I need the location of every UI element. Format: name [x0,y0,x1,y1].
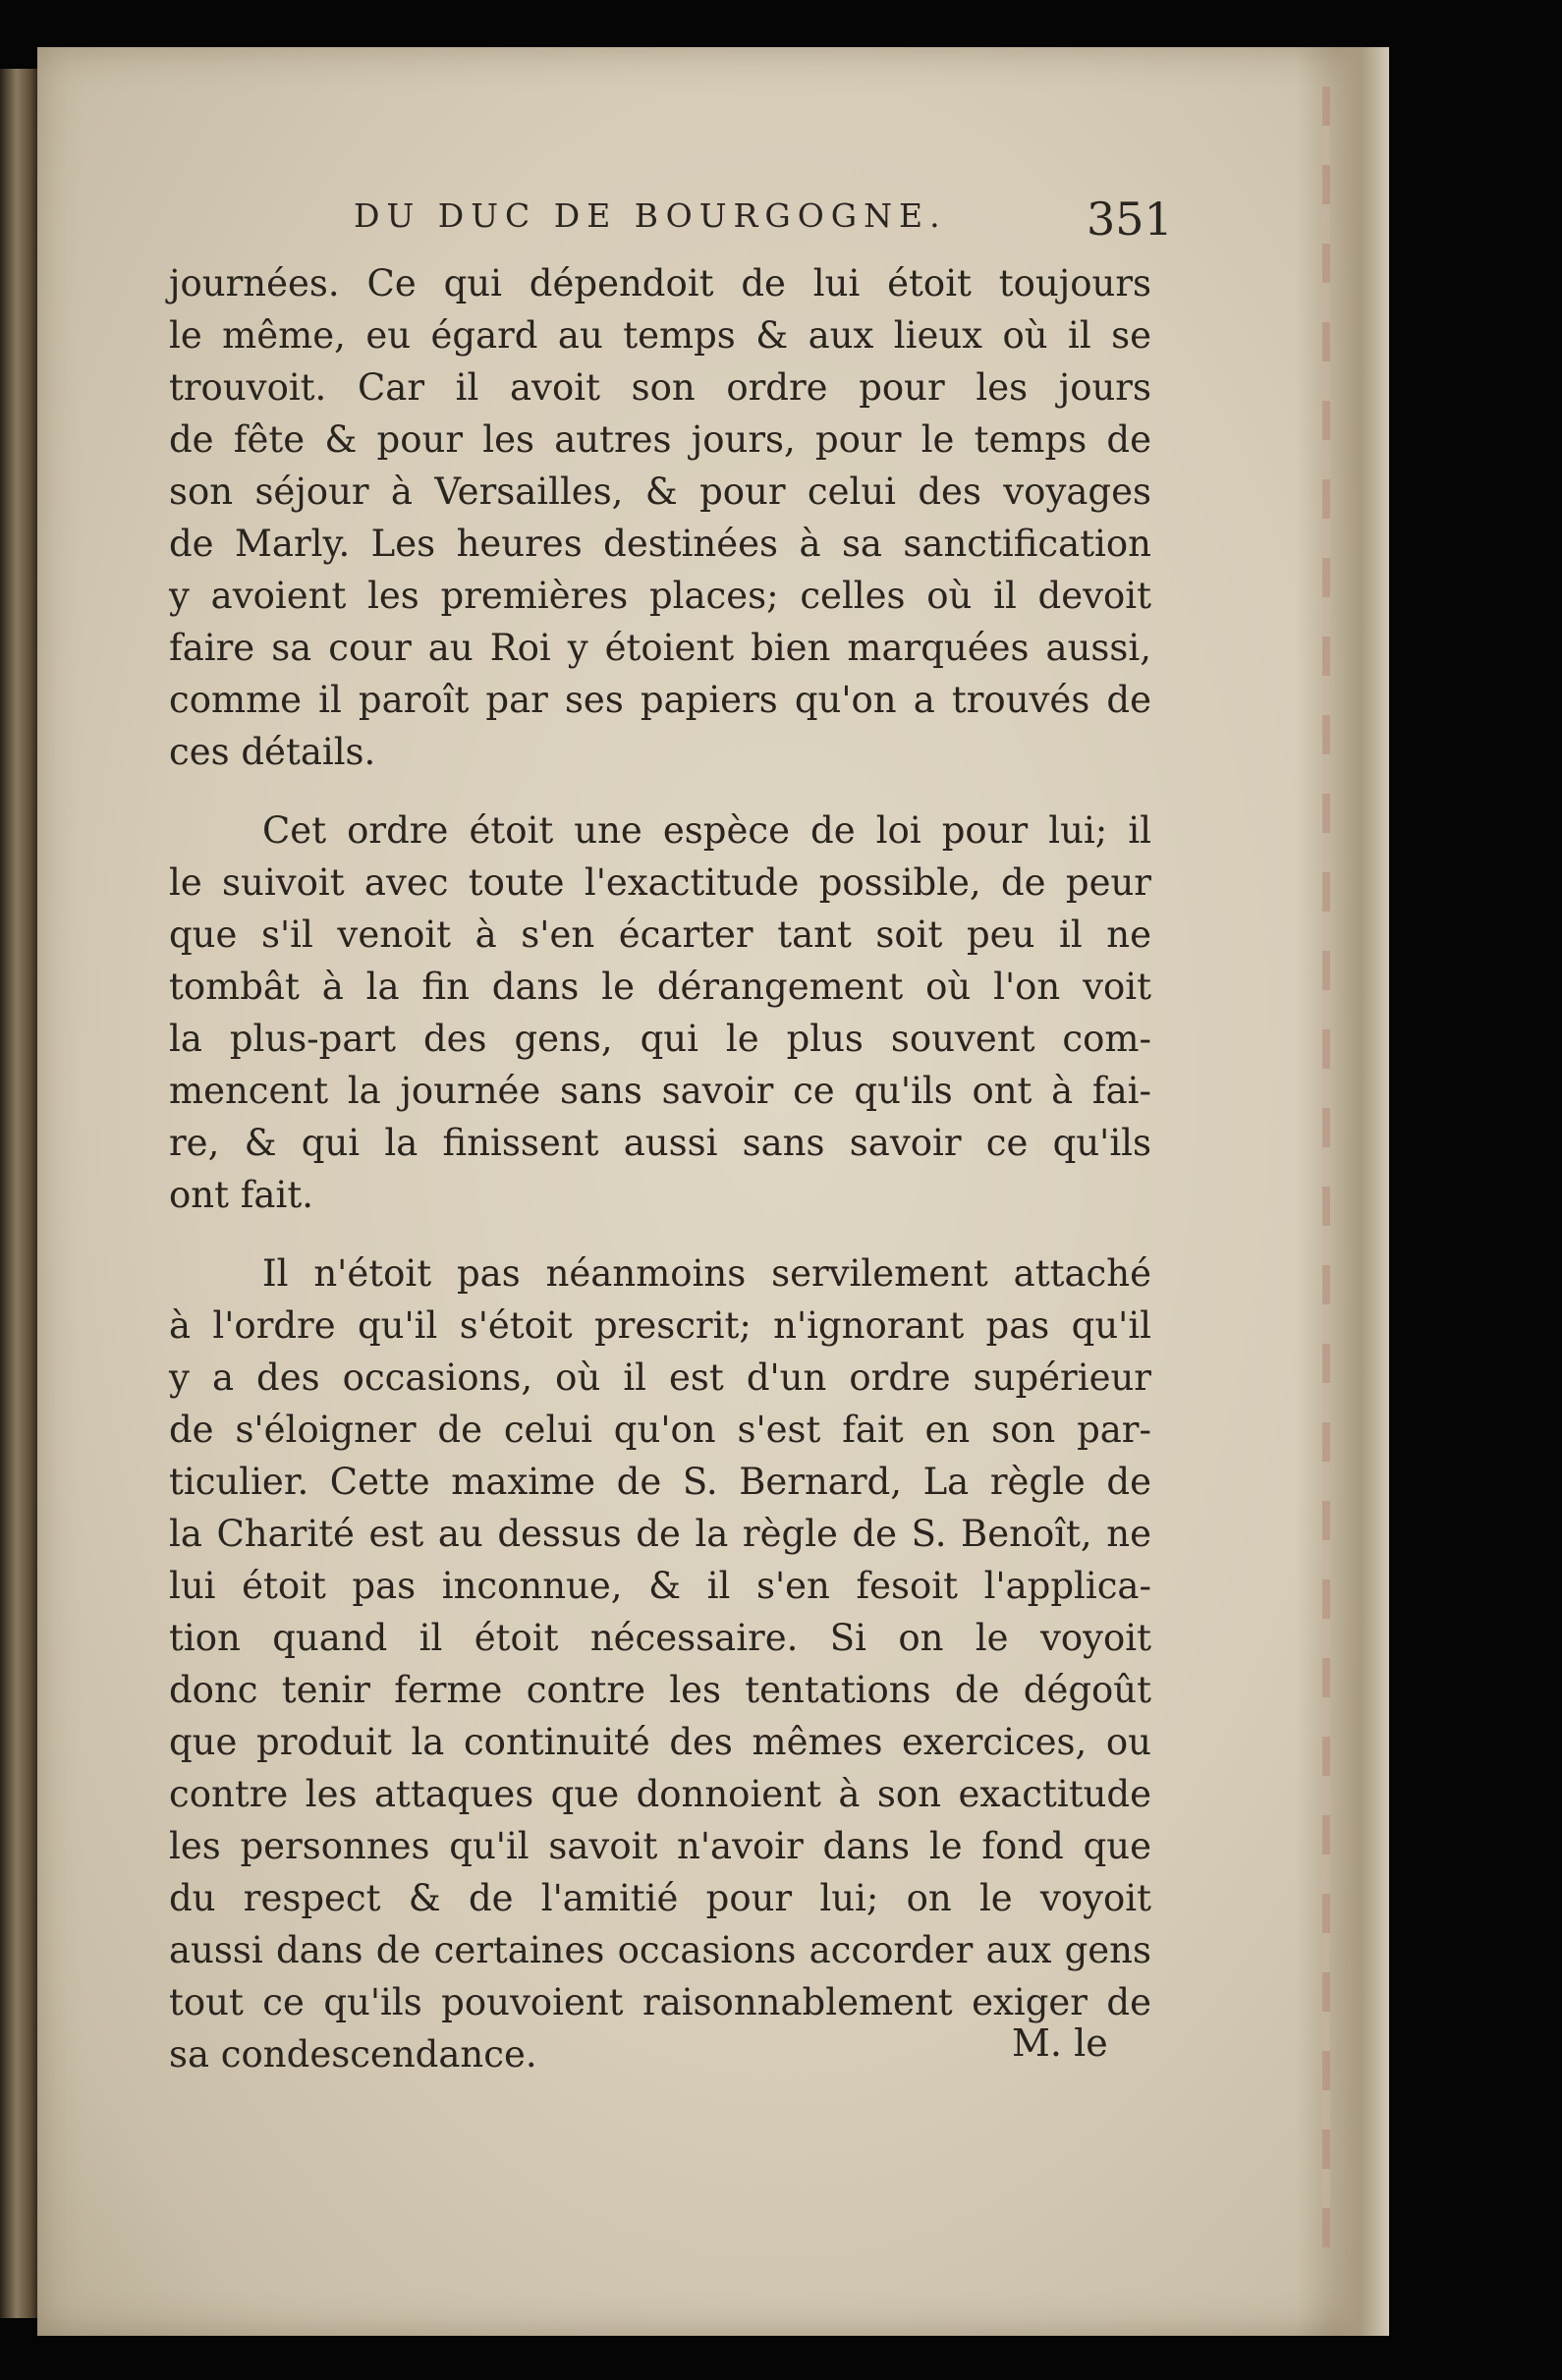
text-line: sa condescendance. [169,2033,537,2076]
paragraph [169,804,1151,1221]
text-line: les personnes qu'il savoit n'avoir dans le fond que [169,1825,1151,1867]
text-line: tout ce qu'ils pouvoient raisonnablement exiger de [169,1981,1151,2023]
text-line: mencent la journée sans savoir ce qu'ils ont à fai- [169,1070,1151,1112]
text-line: ces détails. [169,731,376,773]
text-line: y a des occasions, où il est d'un ordre supérieur [169,1356,1151,1399]
text-line: de Marly. Les heures destinées à sa sanctification [169,523,1151,565]
text-line: tion quand il étoit nécessaire. Si on le voyoit [169,1617,1151,1659]
text-line: aussi dans de certaines occasions accorder aux gens [169,1929,1151,1971]
text-line: que s'il venoit à s'en écarter tant soit peu il ne [169,913,1151,956]
text-line: journées. Ce qui dépendoit de lui étoit toujours [169,262,1151,304]
catchword: M. le [1012,2021,1108,2065]
text-line: comme il paroît par ses papiers qu'on a trouvés de [169,679,1151,721]
text-line: à l'ordre qu'il s'étoit prescrit; n'ignorant pas qu'il [169,1304,1151,1347]
running-head: DU DUC DE BOURGOGNE. [354,196,947,235]
text-line: de s'éloigner de celui qu'on s'est fait en son par- [169,1409,1151,1451]
text-line: contre les attaques que donnoient à son exactitude [169,1773,1151,1815]
text-line: le suivoit avec toute l'exactitude possible, de peur [169,861,1151,904]
text-line: ticulier. Cette maxime de S. Bernard, La règle de [169,1461,1151,1503]
text-line: son séjour à Versailles, & pour celui des voyages [169,470,1151,513]
text-line: y avoient les premières places; celles où il devoit [169,575,1151,617]
text-line: ont fait. [169,1174,313,1216]
text-line: la Charité est au dessus de la règle de S. Benoît, ne [169,1513,1151,1555]
text-line: Il n'étoit pas néanmoins servilement attaché [262,1252,1151,1295]
text-line: re, & qui la finissent aussi sans savoir ce qu'ils [169,1122,1151,1164]
text-line: la plus-part des gens, qui le plus souvent com- [169,1018,1151,1060]
text-line: le même, eu égard au temps & aux lieux où il se [169,314,1151,357]
text-line: du respect & de l'amitié pour lui; on le voyoit [169,1877,1151,1919]
text-block [169,257,1151,2107]
text-line: donc tenir ferme contre les tentations de dégoût [169,1669,1151,1711]
text-line: Cet ordre étoit une espèce de loi pour lui; il [262,809,1151,852]
text-line: lui étoit pas inconnue, & il s'en fesoit l'applica- [169,1565,1151,1607]
text-line: tombât à la fin dans le dérangement où l'on voit [169,966,1151,1008]
paragraph [169,257,1151,778]
left-page-edge [0,69,41,2318]
page-edge-stain [1322,86,1330,2247]
text-line: faire sa cour au Roi y étoient bien marquées aussi, [169,627,1151,669]
paragraph [169,1247,1151,2080]
page-number: 351 [1087,193,1173,246]
text-line: que produit la continuité des mêmes exercices, ou [169,1721,1151,1763]
text-line: trouvoit. Car il avoit son ordre pour les jours [169,366,1151,409]
text-line: de fête & pour les autres jours, pour le temps de [169,418,1151,461]
page-edge-shadow [1296,47,1389,2336]
